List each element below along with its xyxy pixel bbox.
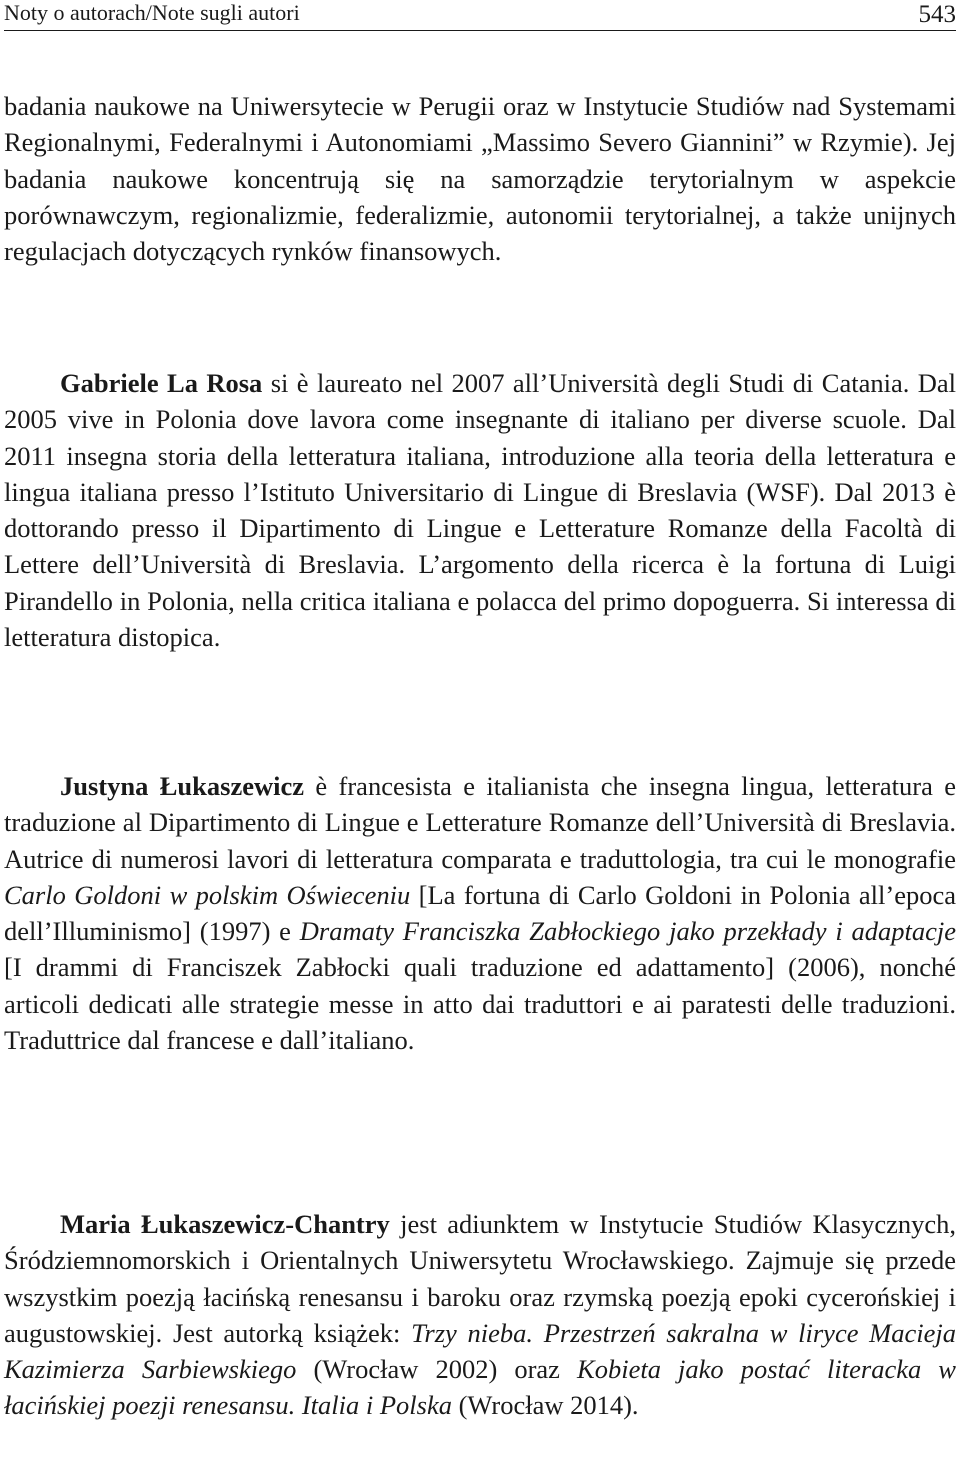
- author-name: Justyna Łukaszewicz: [60, 771, 305, 801]
- bio-paragraph-justyna-lukaszewicz: [4, 768, 956, 1058]
- book-title: Kobieta jako postać literacka w łacińskiej poezji renesansu. Italia i Polska: [4, 1354, 956, 1421]
- author-name: Gabriele La Rosa: [60, 368, 263, 398]
- page-number: 543: [918, 1, 956, 28]
- paragraph-text: jest adiunktem w Instytucie Studiów Klasycznych, Śródziemnomorskich i Orientalnych Uniwersytetu Wrocławskiego. Zajmuje się przede wszystkim poezją łacińską renesansu i baroku oraz rzymską poezją epoki cycerońskiej i augustowskiej. Jest autorką książek:: [4, 1209, 956, 1348]
- running-header: [4, 0, 956, 31]
- paragraph-text: si è laureato nel 2007 all’Università degli Studi di Catania. Dal 2005 vive in Polonia dove lavora come insegnante di italiano per diverse scuole. Dal 2011 insegna storia della letteratura italiana, introduzione alla teoria della letteratura e lingua italiana presso l’Istituto Universitario di Lingue di Breslavia (WSF). Dal 2013 è dottorando presso il Dipartimento di Lingue e Letterature Romanze della Facoltà di Lettere dell’Università di Breslavia. L’argomento della ricerca è la fortuna di Luigi Pirandello in Polonia, nella critica italiana e polacca del primo dopoguerra. Si interessa di letteratura distopica.: [4, 368, 956, 653]
- book-title: Trzy nieba. Przestrzeń sakralna w liryce Macieja Kazimierza Sarbiewskiego: [4, 1317, 956, 1385]
- section-title: Noty o autorach/Note sugli autori: [4, 0, 300, 25]
- paragraph-text: (Wrocław 2002) oraz: [296, 1354, 578, 1385]
- paragraph-text: badania naukowe na Uniwersytecie w Perugii oraz w Instytucie Studiów nad Systemami Regionalnymi, Federalnymi i Autonomiami „Massimo Severo Giannini” w Rzymie). Jej badania naukowe koncentrują się na samorządzie terytorialnym w aspekcie porównawczym, regionalizmie, federalizmie, autonomii terytorialnej, a także unijnych regulacjach dotyczących rynków finansowych.: [4, 91, 956, 267]
- bio-paragraph-continued: [4, 88, 956, 269]
- author-name: Maria Łukaszewicz-Chantry: [60, 1209, 390, 1239]
- paragraph-text: [La fortuna di Carlo Goldoni in Polonia all’epoca dell’Illuminismo] (1997) e: [4, 879, 956, 947]
- paragraph-text: [I drammi di Franciszek Zabłocki quali traduzione ed adattamento] (2006), nonché articoli dedicati alle strategie messe in atto dai traduttori e ai paratesti delle traduzioni. Traduttrice dal francese e dall’italiano.: [4, 952, 956, 1056]
- book-title: Carlo Goldoni w polskim Oświeceniu: [4, 879, 411, 910]
- bio-paragraph-maria-lukaszewicz-chantry: [4, 1206, 956, 1424]
- paragraph-text: (Wrocław 2014).: [451, 1390, 639, 1421]
- paragraph-text: è francesista e italianista che insegna lingua, letteratura e traduzione al Dipartimento di Lingue e Letterature Romanze dell’Università di Breslavia. Autrice di numerosi lavori di letteratura comparata e traduttologia, tra cui le monografie: [4, 771, 956, 874]
- bio-paragraph-gabriele-la-rosa: [4, 365, 956, 655]
- book-title: Dramaty Franciszka Zabłockiego jako przekłady i adaptacje: [299, 916, 956, 947]
